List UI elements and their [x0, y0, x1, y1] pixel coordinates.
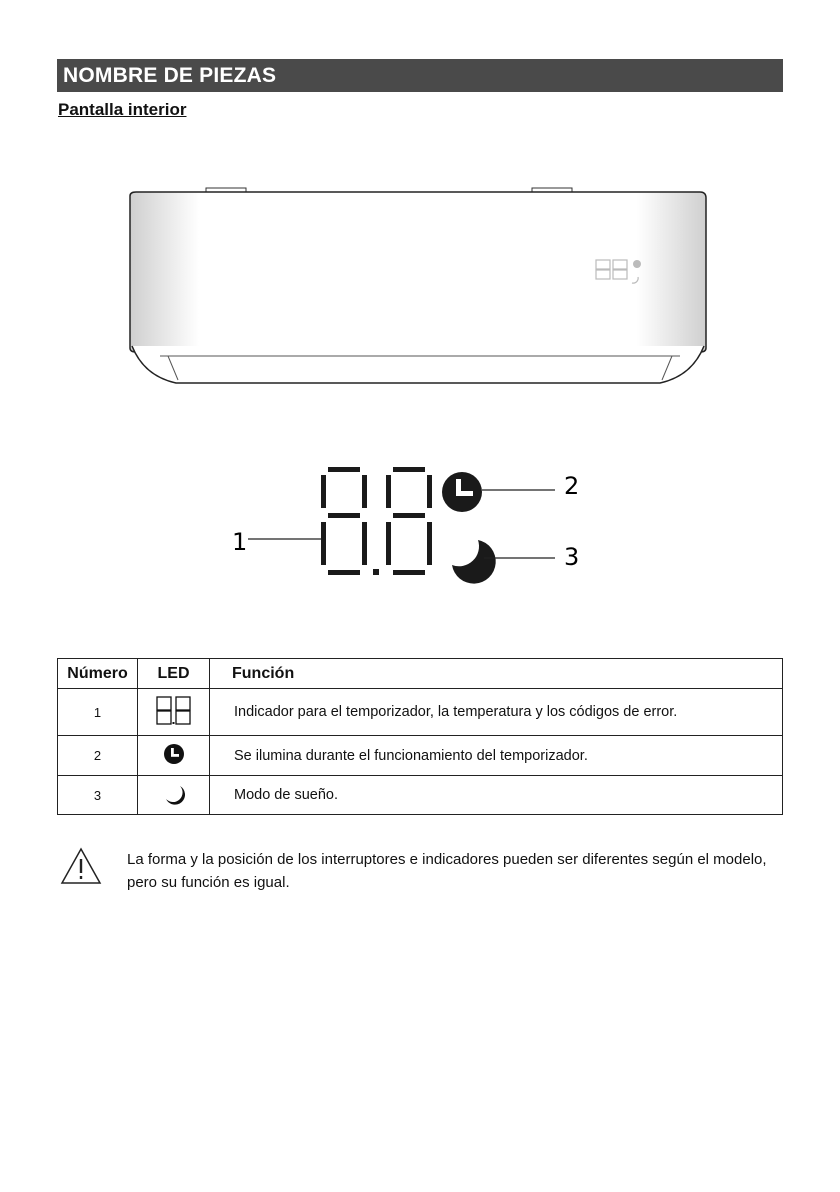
sleep-moon-icon — [163, 783, 185, 805]
table-header-row — [58, 659, 783, 689]
row-number: 1 — [58, 689, 138, 736]
callout-2: 2 — [564, 472, 580, 500]
table-row — [58, 689, 783, 736]
warning-triangle-icon — [60, 847, 102, 885]
table-row — [58, 736, 783, 776]
seven-segment-88-icon — [155, 695, 193, 727]
led-function-table — [57, 658, 783, 815]
row-function: Se ilumina durante el funcionamiento del temporizador. — [210, 736, 783, 776]
row-function: Indicador para el temporizador, la temperatura y los códigos de error. — [210, 689, 783, 736]
header-led: LED — [138, 659, 210, 689]
callout-3: 3 — [564, 543, 580, 571]
row-function: Modo de sueño. — [210, 776, 783, 815]
led-display-diagram — [220, 455, 600, 590]
header-number: Número — [58, 659, 138, 689]
indoor-unit-illustration — [120, 180, 720, 395]
row-number: 3 — [58, 776, 138, 815]
note-text: La forma y la posición de los interruptores e indicadores pueden ser diferentes según el modelo, pero su función es igual. — [127, 851, 767, 891]
section-subtitle: Pantalla interior — [58, 100, 187, 119]
table-row — [58, 776, 783, 815]
callout-1: 1 — [232, 528, 248, 556]
header-function: Función — [210, 659, 783, 689]
row-number: 2 — [58, 736, 138, 776]
section-title: NOMBRE DE PIEZAS — [57, 59, 783, 92]
timer-clock-icon — [163, 743, 185, 765]
